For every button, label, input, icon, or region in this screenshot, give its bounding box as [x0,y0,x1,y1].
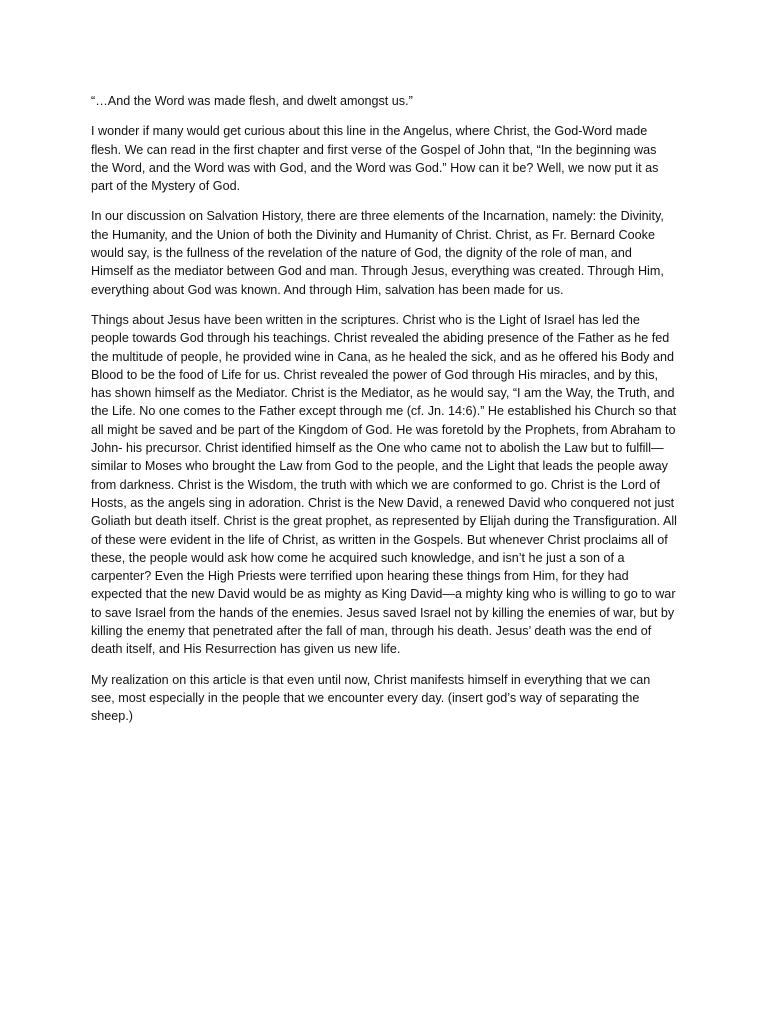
incarnation-elements-paragraph: In our discussion on Salvation History, there are three elements of the Incarnation, namely: the Divinity, the Humanity, and the Union of both the Divinity and Humanity of Christ. Christ, as Fr. Bernard Cooke would say, is the fullness of the revelation of the nature of God, the dignity of the role of man, and Himself as the mediator between God and man. Through Jesus, everything was created. Through Him, everything about God was known. And through Him, salvation has been made for us. [91,209,664,297]
mystery-of-god-paragraph: I wonder if many would get curious about this line in the Angelus, where Christ, the God-Word made flesh. We can read in the first chapter and first verse of the Gospel of John that, “In the beginning was the Word, and the Word was with God, and the Word was God.” How can it be? Well, we now put it as part of the Mystery of God. [91,124,659,194]
realization-paragraph: My realization on this article is that even until now, Christ manifests himself in everything that we can see, most especially in the people that we encounter every day. (insert god’s way of separating the sheep.) [91,672,651,724]
scriptures-paragraph: Things about Jesus have been written in the scriptures. Christ who is the Light of Israel has led the people towards God through his teachings. Christ revealed the abiding presence of the Father as he fed the multitude of people, he provided wine in Cana, as he healed the sick, and as he offered his Body and Blood to be the food of Life for us. Christ revealed the power of God through His miracles, and by this, has shown himself as the Mediator. Christ is the Mediator, as he would say, “I am the Way, the Truth, and the Life. No one comes to the Father except through me (cf. Jn. 14:6).” He established his Church so that all might be saved and be part of the Kingdom of God. He was foretold by the Prophets, from Abraham to John- his precursor. Christ identified himself as the One who came not to abolish the Law but to fulfill—similar to Moses who brought the Law from God to the people, and the Light that leads the people away from darkness. Christ is the Wisdom, the truth with which we are conformed to go. Christ is the Lord of Hosts, as the angels sing in adoration. Christ is the New David, a renewed David who conquered not just Goliath but death itself. Christ is the great prophet, as represented by Elijah during the Transfiguration. All of these were evident in the life of Christ, as written in the Gospels. But whenever Christ proclaims all of these, the people would ask how come he acquired such knowledge, and isn’t he just a son of a carpenter? Even the High Priests were terrified upon hearing these things from Him, for they had expected that the new David would be as mighty as King David—a mighty king who is willing to go to war to save Israel from the hands of the enemies. Jesus saved Israel not by killing the enemies of war, but by killing the enemy that penetrated after the fall of man, through his death. Jesus’ death was the end of death itself, and His Resurrection has given us new life. [91,312,677,657]
opening-quote-paragraph: “…And the Word was made flesh, and dwelt amongst us.” [91,94,413,108]
document-body [91,92,677,738]
